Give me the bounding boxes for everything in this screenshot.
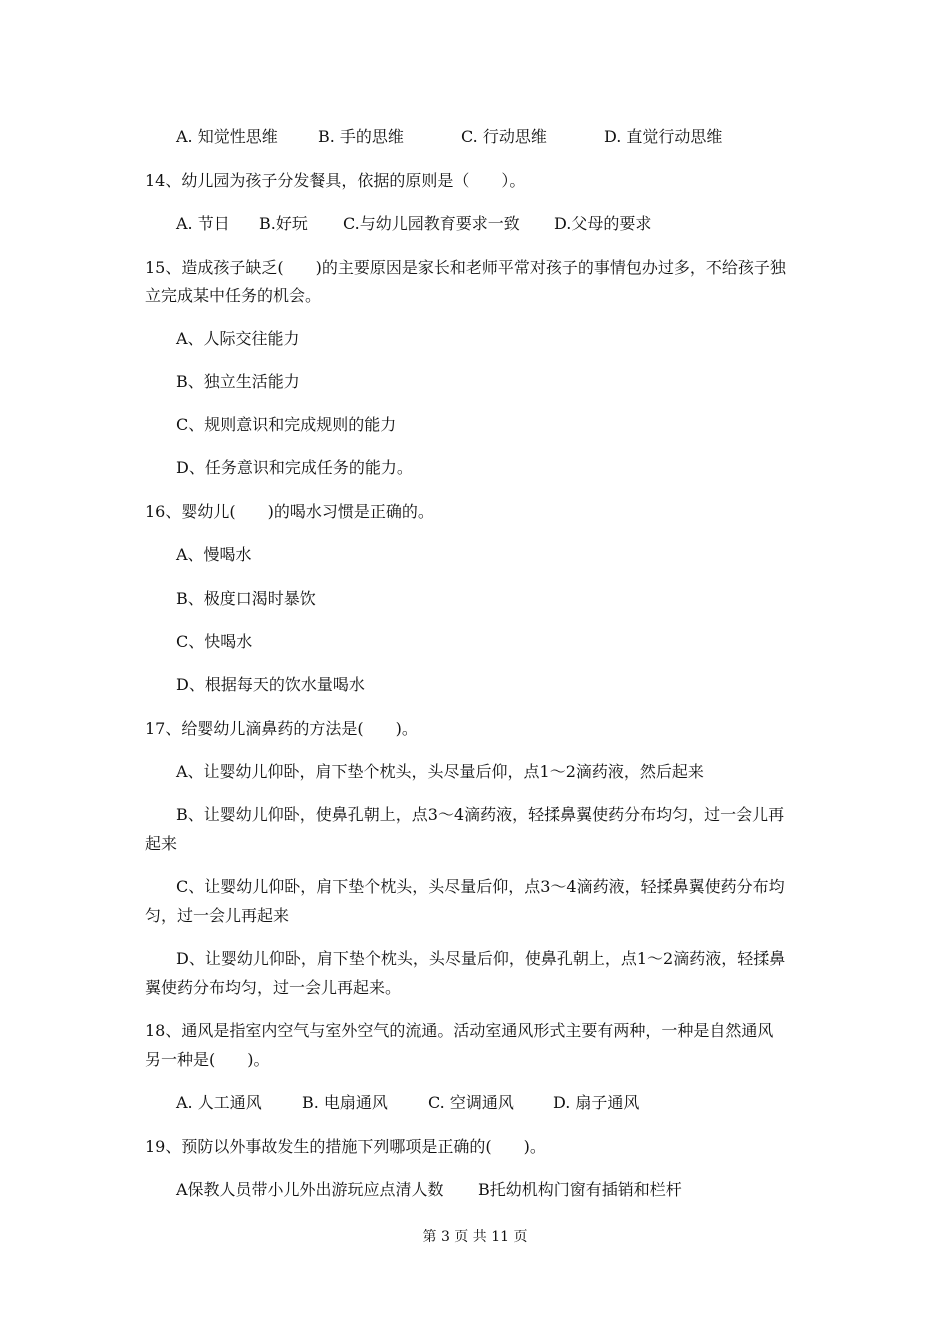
q14-question: 14、幼儿园为孩子分发餐具，依据的原则是（ ）。 bbox=[145, 171, 526, 190]
q19-option-b: B托幼机构门窗有插销和栏杆 bbox=[478, 1180, 682, 1199]
q17-option-b-line1: B、让婴幼儿仰卧，使鼻孔朝上，点3～4滴药液，轻揉鼻翼使药分布均匀，过一会儿再 bbox=[176, 805, 785, 824]
q16-option-a: A、慢喝水 bbox=[176, 545, 252, 564]
q18-option-a: A. 人工通风 bbox=[176, 1093, 262, 1112]
q15-option-b: B、独立生活能力 bbox=[176, 372, 300, 391]
q17-option-b-line2: 起来 bbox=[145, 834, 178, 853]
q17-option-d-line2: 翼使药分布均匀，过一会儿再起来。 bbox=[145, 978, 402, 997]
q15-option-d: D、任务意识和完成任务的能力。 bbox=[176, 458, 413, 477]
q15-option-c: C、规则意识和完成规则的能力 bbox=[176, 415, 397, 434]
q18-question-line2: 另一种是( )。 bbox=[145, 1050, 270, 1069]
q19-question: 19、预防以外事故发生的措施下列哪项是正确的( )。 bbox=[145, 1137, 546, 1156]
q15-question-line1: 15、造成孩子缺乏( )的主要原因是家长和老师平常对孩子的事情包办过多，不给孩子独 bbox=[145, 258, 786, 277]
q13-option-d: D. 直觉行动思维 bbox=[604, 127, 723, 146]
q18-option-d: D. 扇子通风 bbox=[553, 1093, 640, 1112]
q17-option-c-line1: C、让婴幼儿仰卧，肩下垫个枕头，头尽量后仰，点3～4滴药液，轻揉鼻翼使药分布均 bbox=[176, 877, 785, 896]
q17-option-d-line1: D、让婴幼儿仰卧，肩下垫个枕头，头尽量后仰，使鼻孔朝上，点1～2滴药液，轻揉鼻 bbox=[176, 949, 786, 968]
q17-option-a: A、让婴幼儿仰卧，肩下垫个枕头，头尽量后仰，点1～2滴药液，然后起来 bbox=[176, 762, 704, 781]
q18-option-b: B. 电扇通风 bbox=[302, 1093, 388, 1112]
q15-question-line2: 立完成某中任务的机会。 bbox=[145, 286, 322, 305]
q13-option-b: B. 手的思维 bbox=[318, 127, 404, 146]
page-footer: 第 3 页 共 11 页 bbox=[422, 1229, 528, 1245]
q17-question: 17、给婴幼儿滴鼻药的方法是( )。 bbox=[145, 719, 418, 738]
q17-option-c-line2: 匀，过一会儿再起来 bbox=[145, 906, 290, 925]
q19-option-a: A保教人员带小儿外出游玩应点清人数 bbox=[176, 1180, 444, 1199]
q16-question: 16、婴幼儿( )的喝水习惯是正确的。 bbox=[145, 502, 434, 521]
q15-option-a: A、人际交往能力 bbox=[176, 329, 300, 348]
q14-option-c: C.与幼儿园教育要求一致 bbox=[343, 214, 520, 233]
q18-question-line1: 18、通风是指室内空气与室外空气的流通。活动室通风形式主要有两种，一种是自然通风 bbox=[145, 1021, 774, 1040]
q13-option-a: A. 知觉性思维 bbox=[176, 127, 278, 146]
q16-option-d: D、根据每天的饮水量喝水 bbox=[176, 675, 365, 694]
q16-option-c: C、快喝水 bbox=[176, 632, 253, 651]
q13-option-c: C. 行动思维 bbox=[461, 127, 547, 146]
q18-option-c: C. 空调通风 bbox=[428, 1093, 514, 1112]
q14-option-d: D.父母的要求 bbox=[554, 214, 652, 233]
q14-option-a: A. 节日 bbox=[176, 214, 230, 233]
q14-option-b: B.好玩 bbox=[259, 214, 308, 233]
q16-option-b: B、极度口渴时暴饮 bbox=[176, 589, 316, 608]
